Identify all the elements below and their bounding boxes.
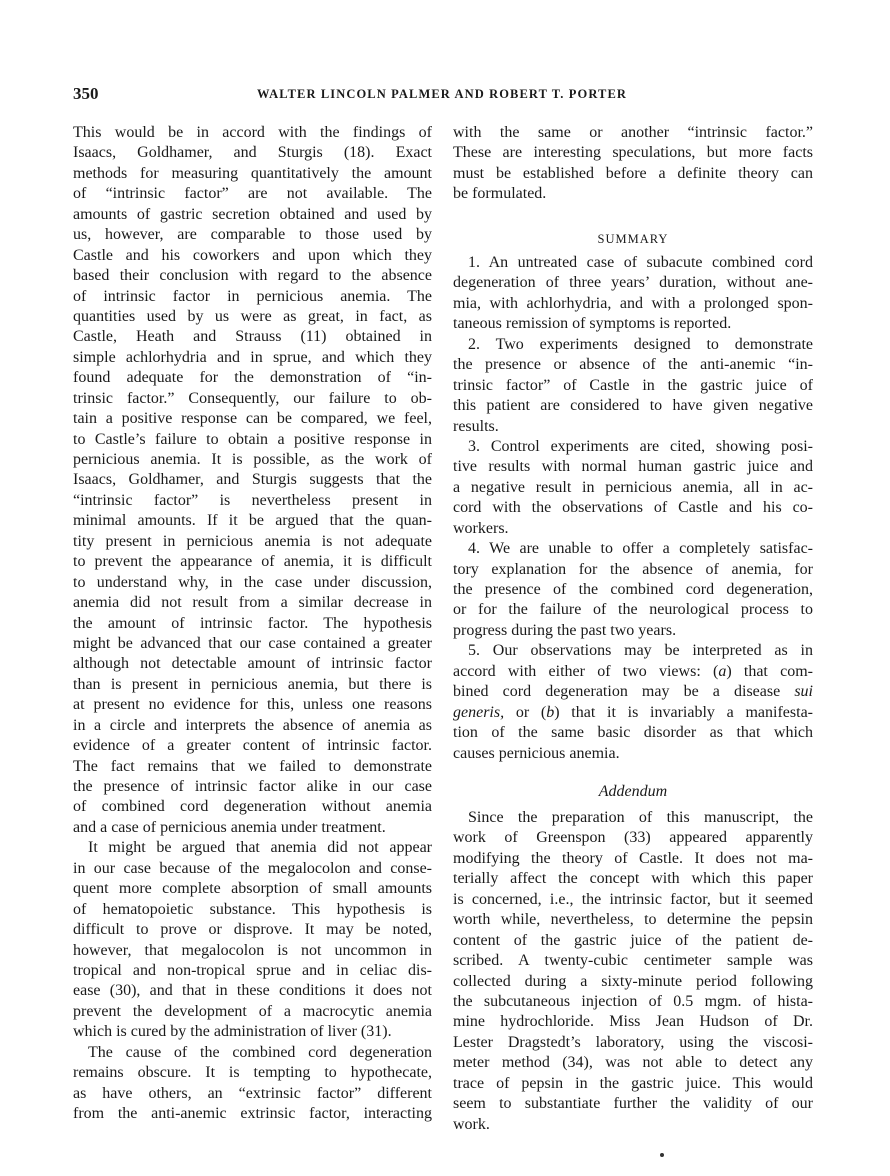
text-line: mia, with achlorhydria, and with a prolonged spon- [453, 294, 813, 312]
text-line: remains obscure. It is tempting to hypothecate, [73, 1064, 432, 1082]
text-line: be formulated. [453, 185, 547, 203]
text-line: ease (30), and that in these conditions it does not [73, 982, 432, 1000]
text-segment: accord with either of two views: ( [453, 662, 719, 680]
summary-item [453, 539, 813, 641]
text-segment: or ( [504, 703, 547, 721]
text-line: amounts of gastric secretion obtained and used by [73, 205, 432, 223]
text-line: Lester Dragstedt’s laboratory, using the viscosi- [453, 1033, 813, 1051]
text-line: is concerned, i.e., the intrinsic factor, but it seemed [453, 890, 813, 908]
text-line: the presence or absence of the anti-anemic “in- [453, 356, 813, 374]
text-line: minimal amounts. If it be argued that the quan- [73, 512, 432, 530]
text-line: Since the preparation of this manuscript, the [468, 809, 813, 826]
text-line: might be advanced that our case contained a greater [73, 634, 432, 652]
text-line: simple achlorhydria and in sprue, and which they [73, 348, 432, 366]
text-line: trinsic factor.” Consequently, our failure to ob- [73, 389, 432, 407]
text-line: This would be in accord with the findings of [73, 124, 432, 141]
text-line: must be established before a definite theory can [453, 164, 813, 182]
continued-paragraph [453, 123, 813, 205]
text-line: taneous remission of symptoms is reported. [453, 315, 732, 333]
text-line: modifying the theory of Castle. It does not ma- [453, 849, 813, 867]
text-line: tity present in pernicious anemia is not adequate [73, 532, 432, 550]
italic-text: b [546, 703, 555, 721]
text-line: progress during the past two years. [453, 621, 677, 639]
text-line: this patient are considered to have given negative [453, 397, 813, 415]
print-speck [660, 1153, 664, 1157]
summary-list [453, 253, 813, 764]
text-line: 4. We are unable to offer a completely satisfac- [468, 540, 813, 558]
text-line: causes pernicious anemia. [453, 744, 620, 762]
text-line: collected during a sixty-minute period following [453, 972, 813, 990]
paragraph [453, 808, 813, 1135]
text-line: cord with the observations of Castle and his co- [453, 499, 813, 517]
text-line: to prevent the appearance of anemia, it is difficult [73, 553, 432, 571]
text-line: methods for measuring quantitatively the amount [73, 164, 432, 182]
text-line: worth while, nevertheless, to determine the pepsin [453, 911, 813, 929]
text-line: the amount of intrinsic factor. The hypothesis [73, 614, 432, 632]
text-line: tion of the same basic disorder as that which [453, 724, 813, 742]
text-line: although not detectable amount of intrinsic factor [73, 655, 432, 673]
text-line: results. [453, 417, 499, 435]
text-line: the presence of the combined cord degeneration, [453, 581, 813, 598]
text-line: in our case because of the megalocolon and conse- [73, 859, 432, 877]
text-line: us, however, are comparable to those used by [73, 226, 432, 244]
text-line: Castle, Heath and Strauss (11) obtained in [73, 328, 432, 346]
running-head: WALTER LINCOLN PALMER AND ROBERT T. PORTER [256, 87, 628, 101]
text-line: based their conclusion with regard to the absence [73, 267, 432, 285]
left-column [73, 123, 432, 1124]
text-segment: ) that com- [726, 662, 813, 680]
text-line: to understand why, in the case under discussion, [73, 573, 432, 591]
text-line: of combined cord degeneration without anemia [73, 798, 432, 816]
text-line: with the same or another “intrinsic factor.” [453, 124, 813, 141]
text-line: which is cured by the administration of liver (31). [73, 1023, 392, 1041]
text-line: Isaacs, Goldhamer, and Sturgis (18). Exact [73, 144, 432, 162]
summary-item [453, 437, 813, 539]
text-line: mine hydrochloride. Miss Jean Hudson of Dr. [453, 1013, 813, 1031]
text-line: trace of pepsin in the gastric juice. This would [453, 1074, 813, 1092]
text-line [453, 682, 813, 702]
text-line: however, that megalocolon is not uncommon in [73, 941, 432, 959]
summary-item [453, 335, 813, 437]
text-line: tropical and non-tropical sprue and in celiac dis- [73, 961, 432, 979]
text-segment: bined cord degeneration may be a disease [453, 683, 795, 701]
text-line: the presence of intrinsic factor alike in our case [73, 778, 432, 795]
text-line: The cause of the combined cord degeneration [88, 1043, 432, 1061]
text-line: tory explanation for the absence of anemia, for [453, 560, 813, 578]
text-line: The fact remains that we failed to demonstrate [73, 757, 432, 775]
text-line: These are interesting speculations, but more facts [453, 144, 813, 162]
italic-text: a [718, 662, 727, 680]
text-line: tive results with normal human gastric juice and [453, 458, 813, 476]
addendum-heading: Addendum [598, 783, 668, 800]
text-line: work of Greenspon (33) appeared apparently [453, 829, 813, 847]
text-line: of intrinsic factor in pernicious anemia. The [73, 287, 432, 305]
text-line [453, 662, 813, 682]
text-line: tain a positive response can be compared, we feel, [73, 410, 432, 428]
text-line: “intrinsic factor” is nevertheless present in [73, 491, 432, 509]
text-segment: ) that it is invariably a manifesta- [554, 703, 814, 721]
text-line: trinsic factor” of Castle in the gastric juice of [453, 376, 813, 394]
page-number: 350 [73, 84, 99, 103]
text-line: quent more complete absorption of small amounts [73, 880, 432, 898]
text-line: workers. [453, 519, 509, 537]
summary-heading: SUMMARY [597, 232, 669, 246]
text-line: evidence of a greater content of intrinsic factor. [73, 737, 432, 755]
text-line: prevent the development of a macrocytic anemia [73, 1002, 432, 1020]
summary-item [453, 253, 813, 335]
text-line: of “intrinsic factor” are not available. The [73, 185, 432, 203]
text-line: quantities used by us were as great, in fact, as [73, 307, 432, 325]
addendum-section [453, 808, 813, 1135]
text-line: at present no evidence for this, unless one reasons [73, 696, 432, 714]
text-line: and a case of pernicious anemia under treatment. [73, 818, 386, 836]
text-line: of hematopoietic substance. This hypothesis is [73, 900, 432, 918]
text-line: pernicious anemia. It is possible, as the work of [73, 451, 432, 468]
paragraph [73, 1043, 432, 1125]
text-line: scribed. A twenty-cubic centimeter sample was [453, 952, 813, 970]
text-line: difficult to prove or disprove. It may be noted, [73, 921, 432, 939]
text-line: than is present in pernicious anemia, but there is [73, 675, 432, 693]
text-line: in a circle and interprets the absence of anemia as [73, 716, 432, 734]
text-line: It might be argued that anemia did not appear [88, 839, 432, 857]
text-line: Isaacs, Goldhamer, and Sturgis suggests that the [73, 471, 432, 489]
text-line: or for the failure of the neurological process to [453, 601, 813, 619]
text-line: 3. Control experiments are cited, showing posi- [468, 437, 813, 455]
text-line: 1. An untreated case of subacute combined cord [468, 254, 813, 271]
text-line: anemia did not result from a similar decrease in [73, 594, 432, 612]
summary-item [453, 641, 813, 764]
text-line: terially affect the concept with which this paper [453, 870, 813, 888]
text-line: a negative result in pernicious anemia, all in ac- [453, 478, 813, 496]
text-line: 5. Our observations may be interpreted as in [468, 642, 813, 660]
text-line: degeneration of three years’ duration, without ane- [453, 274, 813, 292]
text-line: found adequate for the demonstration of “in- [73, 369, 432, 387]
text-line: from the anti-anemic extrinsic factor, interacting [73, 1105, 432, 1122]
text-line: meter method (34), was not able to detect any [453, 1054, 813, 1072]
paragraph [453, 123, 813, 205]
text-line: to Castle’s failure to obtain a positive response in [73, 430, 432, 448]
text-line: as have others, an “extrinsic factor” different [73, 1084, 432, 1102]
text-line: 2. Two experiments designed to demonstrate [468, 335, 813, 353]
italic-text: generis, [453, 703, 505, 721]
text-line: work. [453, 1115, 490, 1133]
italic-text: sui [794, 683, 813, 701]
text-line: content of the gastric juice of the patient de- [453, 931, 813, 949]
text-line: the subcutaneous injection of 0.5 mgm. of hista- [453, 992, 813, 1010]
paragraph [73, 123, 432, 838]
paragraph [73, 838, 432, 1042]
text-line: Castle and his coworkers and upon which they [73, 246, 432, 264]
text-line: seem to substantiate further the validity of our [453, 1095, 813, 1113]
text-line [453, 703, 813, 723]
